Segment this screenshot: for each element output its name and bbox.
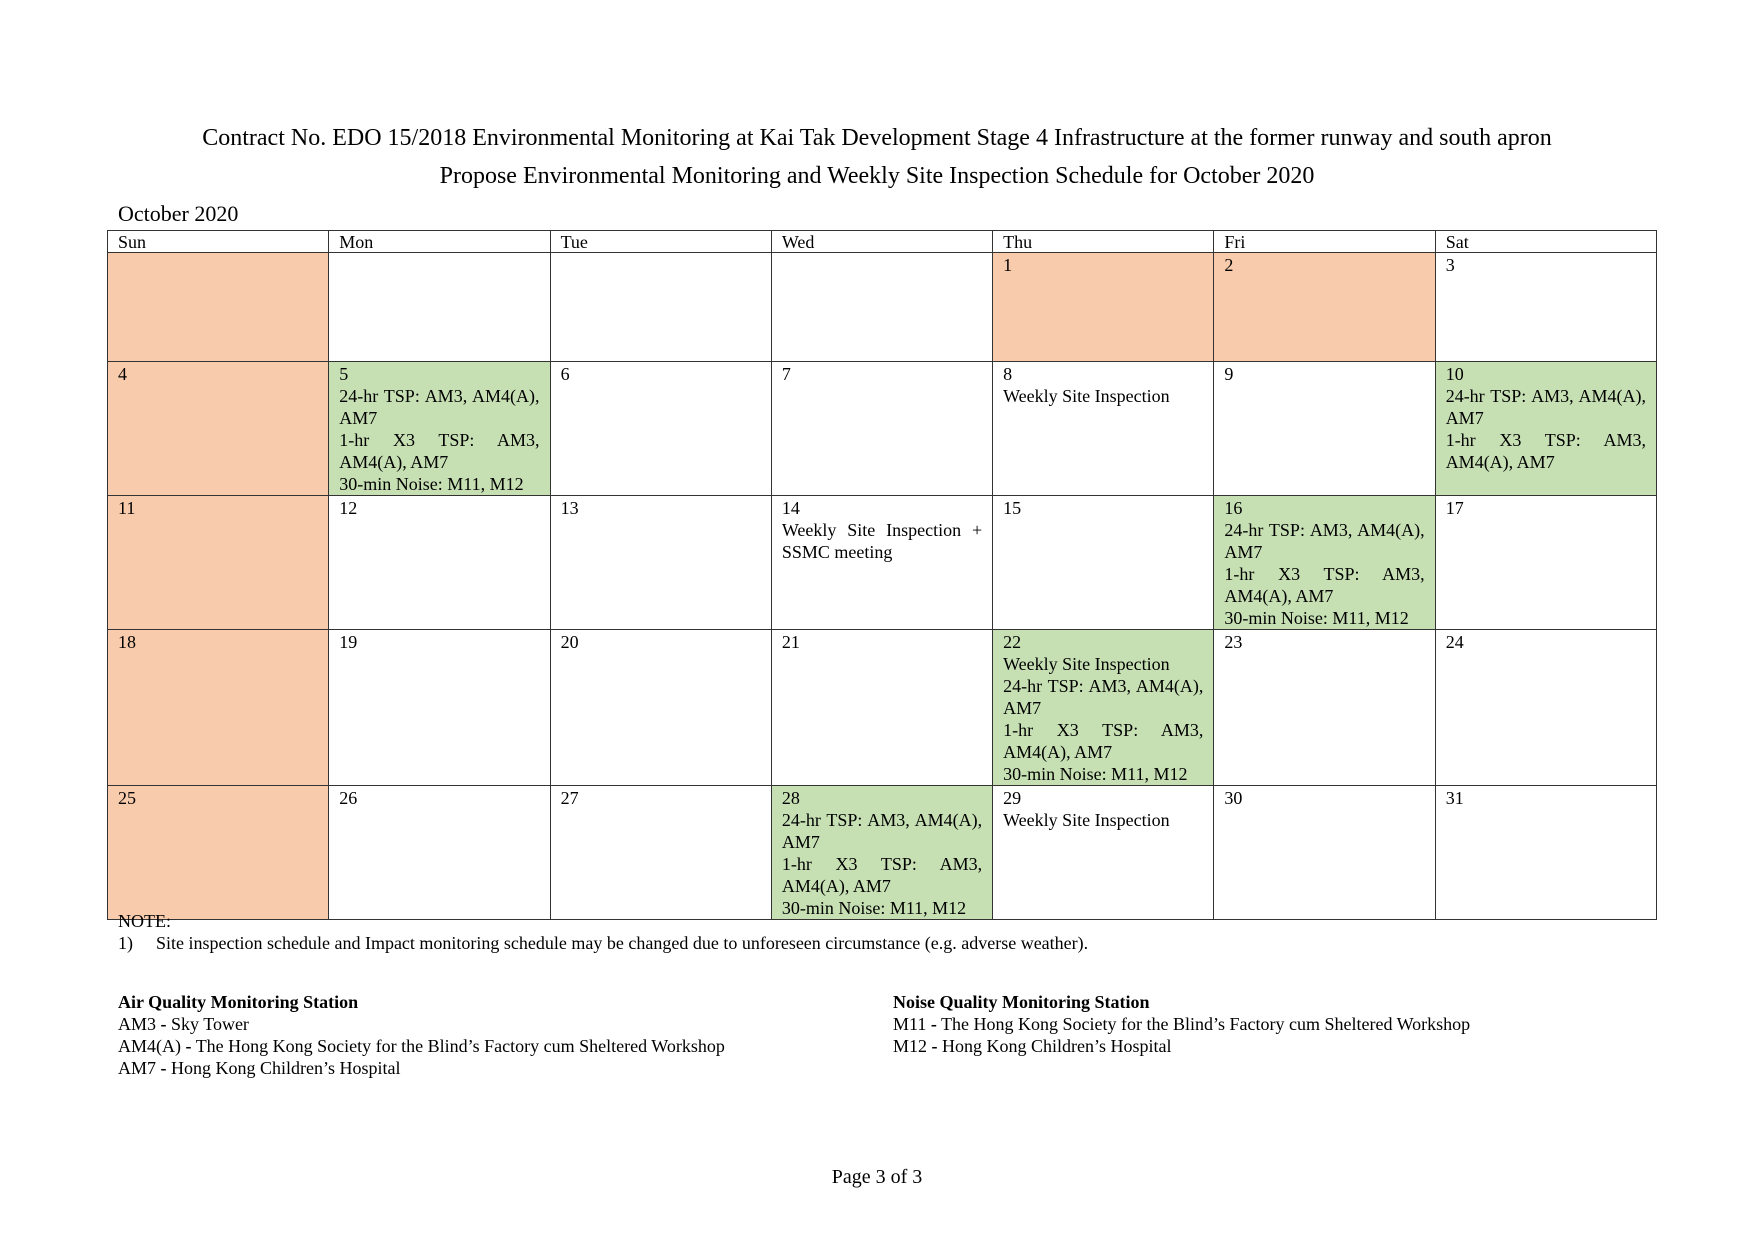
document-subtitle: Propose Environmental Monitoring and Weekly Site Inspection Schedule for October 2020	[439, 163, 1315, 189]
day-number: 17	[1445, 498, 1464, 518]
weekday-header-row	[108, 231, 1657, 253]
noise-station-item: M11 - The Hong Kong Society for the Blind’s Factory cum Sheltered Workshop	[893, 1014, 1471, 1034]
station-name: Hong Kong Children’s Hospital	[942, 1036, 1172, 1056]
schedule-event: 1-hr X3 TSP: AM3, AM4(A), AM7	[1445, 430, 1646, 472]
schedule-event: 24-hr TSP: AM3, AM4(A), AM7	[339, 386, 540, 428]
air-station-item: AM3 - Sky Tower	[118, 1014, 249, 1034]
page-number: Page 3 of 3	[831, 1166, 923, 1188]
day-number: 13	[560, 498, 579, 518]
calendar-day-cell	[993, 786, 1214, 920]
calendar-day-cell	[550, 786, 771, 920]
station-name: The Hong Kong Society for the Blind’s Factory cum Sheltered Workshop	[195, 1036, 725, 1056]
calendar-day-cell	[993, 630, 1214, 786]
calendar-week-row	[108, 362, 1657, 496]
station-code: M12	[893, 1036, 928, 1056]
weekday-header: Sat	[1435, 231, 1656, 253]
day-number: 12	[339, 498, 358, 518]
calendar-day-cell	[1214, 496, 1435, 630]
air-station-item: AM4(A) - The Hong Kong Society for the Blind’s Factory cum Sheltered Workshop	[118, 1036, 725, 1056]
schedule-event: Weekly Site Inspection	[1003, 386, 1170, 406]
calendar-table	[107, 230, 1657, 920]
calendar-day-cell	[1214, 362, 1435, 496]
weekday-header: Fri	[1214, 231, 1435, 253]
calendar-day-cell	[550, 496, 771, 630]
schedule-event: 1-hr X3 TSP: AM3, AM4(A), AM7	[1224, 564, 1425, 606]
schedule-event: Weekly Site Inspection	[1003, 810, 1170, 830]
schedule-event: 30-min Noise: M11, M12	[1224, 608, 1409, 628]
calendar-day-cell	[1214, 630, 1435, 786]
calendar-day-cell	[1435, 253, 1656, 362]
calendar-day-cell	[1214, 253, 1435, 362]
calendar-day-cell	[329, 362, 550, 496]
schedule-event: 30-min Noise: M11, M12	[339, 474, 524, 494]
day-number: 22	[1003, 632, 1022, 652]
note-number: 1)	[118, 933, 133, 953]
station-name: Sky Tower	[171, 1014, 249, 1034]
calendar-week-row	[108, 786, 1657, 920]
calendar-day-cell	[329, 786, 550, 920]
calendar-day-cell	[329, 496, 550, 630]
calendar-day-cell	[771, 253, 992, 362]
calendar-day-cell	[550, 362, 771, 496]
calendar-day-cell	[550, 630, 771, 786]
schedule-event: 24-hr TSP: AM3, AM4(A), AM7	[1445, 386, 1646, 428]
note-text: Site inspection schedule and Impact monitoring schedule may be changed due to unforeseen circumstance (e.g. adverse weather).	[156, 933, 1089, 953]
calendar-day-cell	[1435, 630, 1656, 786]
schedule-event: 1-hr X3 TSP: AM3, AM4(A), AM7	[781, 854, 983, 896]
calendar-day-cell	[771, 496, 992, 630]
noise-station-legend	[893, 991, 1470, 1057]
calendar-week-row	[108, 253, 1657, 362]
schedule-event: 24-hr TSP: AM3, AM4(A), AM7	[1003, 676, 1204, 718]
day-number: 9	[1224, 364, 1234, 384]
calendar-week-row	[108, 496, 1657, 630]
air-station-legend	[118, 991, 725, 1079]
day-number: 7	[781, 364, 791, 384]
schedule-event: 1-hr X3 TSP: AM3, AM4(A), AM7	[1003, 720, 1204, 762]
day-number: 11	[118, 498, 136, 518]
day-number: 30	[1224, 788, 1243, 808]
day-number: 4	[118, 364, 127, 384]
calendar-day-cell	[108, 362, 329, 496]
calendar-day-cell	[1435, 496, 1656, 630]
calendar-day-cell	[771, 630, 992, 786]
day-number: 5	[339, 364, 349, 384]
day-number: 21	[781, 632, 800, 652]
day-number: 2	[1224, 255, 1234, 275]
day-number: 1	[1003, 255, 1013, 275]
month-label: October 2020	[118, 201, 239, 226]
station-code: AM4(A)	[118, 1036, 181, 1056]
day-number: 25	[118, 788, 136, 808]
calendar-day-cell	[108, 253, 329, 362]
calendar-day-cell	[771, 786, 992, 920]
day-number: 18	[118, 632, 136, 652]
day-number: 8	[1003, 364, 1013, 384]
note-item	[118, 933, 1088, 953]
schedule-event: 30-min Noise: M11, M12	[1003, 764, 1188, 784]
calendar-day-cell	[1214, 786, 1435, 920]
calendar-day-cell	[771, 362, 992, 496]
document-title: Contract No. EDO 15/2018 Environmental Monitoring at Kai Tak Development Stage 4 Infrastructure at the former runway and south apron	[202, 125, 1552, 151]
day-number: 3	[1445, 255, 1455, 275]
calendar-week-row	[108, 630, 1657, 786]
day-number: 14	[781, 498, 800, 518]
schedule-event: 1-hr X3 TSP: AM3, AM4(A), AM7	[339, 430, 540, 472]
day-number: 10	[1445, 364, 1464, 384]
day-number: 15	[1003, 498, 1022, 518]
day-number: 29	[1003, 788, 1022, 808]
note-heading: NOTE:	[118, 911, 171, 931]
noise-station-heading: Noise Quality Monitoring Station	[893, 992, 1150, 1012]
calendar-day-cell	[108, 786, 329, 920]
day-number: 28	[781, 788, 800, 808]
calendar-day-cell	[550, 253, 771, 362]
schedule-event: 30-min Noise: M11, M12	[781, 898, 967, 918]
station-code: M11	[893, 1014, 927, 1034]
air-station-heading: Air Quality Monitoring Station	[118, 992, 359, 1012]
calendar-day-cell	[1435, 786, 1656, 920]
calendar-day-cell	[993, 496, 1214, 630]
station-code: AM3	[118, 1014, 157, 1034]
schedule-event: 24-hr TSP: AM3, AM4(A), AM7	[781, 810, 983, 852]
calendar-day-cell	[108, 496, 329, 630]
station-name: The Hong Kong Society for the Blind’s Factory cum Sheltered Workshop	[941, 1014, 1471, 1034]
day-number: 26	[339, 788, 358, 808]
schedule-event: Weekly Site Inspection	[1003, 654, 1170, 674]
air-station-item: AM7 - Hong Kong Children’s Hospital	[118, 1058, 401, 1078]
weekday-header: Thu	[993, 231, 1214, 253]
noise-station-item: M12 - Hong Kong Children’s Hospital	[893, 1036, 1172, 1056]
calendar-day-cell	[108, 630, 329, 786]
station-code: AM7	[118, 1058, 157, 1078]
station-name: Hong Kong Children’s Hospital	[171, 1058, 401, 1078]
day-number: 23	[1224, 632, 1243, 652]
weekday-header: Sun	[108, 231, 329, 253]
day-number: 20	[560, 632, 579, 652]
day-number: 16	[1224, 498, 1243, 518]
day-number: 27	[560, 788, 579, 808]
calendar-day-cell	[1435, 362, 1656, 496]
weekday-header: Wed	[771, 231, 992, 253]
schedule-event: 24-hr TSP: AM3, AM4(A), AM7	[1224, 520, 1425, 562]
day-number: 24	[1445, 632, 1464, 652]
calendar-day-cell	[329, 630, 550, 786]
weekday-header: Tue	[550, 231, 771, 253]
schedule-event: Weekly Site Inspection + SSMC meeting	[781, 520, 983, 562]
day-number: 31	[1445, 788, 1464, 808]
weekday-header: Mon	[329, 231, 550, 253]
calendar-day-cell	[993, 253, 1214, 362]
calendar-day-cell	[993, 362, 1214, 496]
day-number: 19	[339, 632, 358, 652]
calendar-day-cell	[329, 253, 550, 362]
day-number: 6	[560, 364, 570, 384]
